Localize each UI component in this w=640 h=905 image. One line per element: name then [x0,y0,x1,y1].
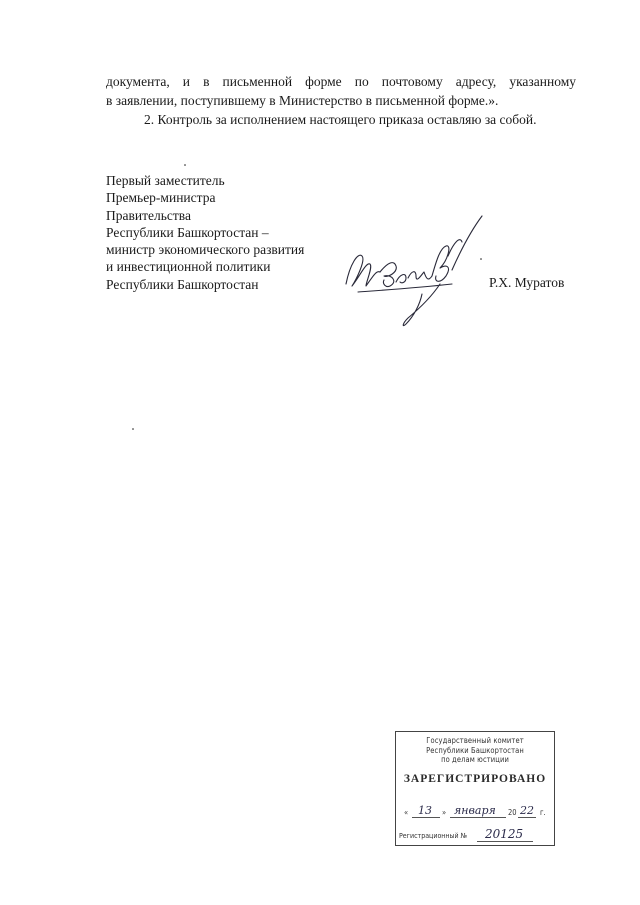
text-line: документа, и в письменной форме по почтовому адресу, указанному [106,74,576,89]
stamp-reg-number: 20125 [485,827,524,841]
stamp-org-line: Государственный комитет [426,736,524,745]
stamp-year-prefix: 20 [508,808,517,817]
stamp-year-unit: г. [540,808,546,817]
stamp-quote-close: » [442,808,447,817]
stamp-date-line [404,806,554,820]
stamp-year-suffix: 22 [520,804,534,817]
stamp-org-line: по делам юстиции [441,755,509,764]
title-line: министр экономического развития [106,242,305,258]
title-line: и инвестиционной политики [106,259,271,275]
signatory-title [106,172,304,293]
stamp-reg-number-line [399,827,554,844]
title-line: Премьер-министра [106,190,216,206]
scan-speck [480,258,482,260]
title-line: Первый заместитель [106,173,225,188]
title-line: Республики Башкортостан [106,276,259,292]
stamp-org-line: Республики Башкортостан [426,745,524,755]
stamp-day: 13 [418,804,432,817]
month-underline [450,817,506,818]
stamp-registered-label: ЗАРЕГИСТРИРОВАНО [403,772,547,785]
signatory-name: Р.Х. Муратов [489,275,565,290]
paragraph-continuation [106,72,576,110]
reg-underline [477,841,533,842]
stamp-quote-open: « [404,808,409,817]
year-underline [518,817,536,818]
stamp-month: января [454,804,496,817]
scan-speck [132,428,134,430]
registration-stamp [395,731,555,846]
stamp-organization [396,736,554,765]
stamp-reg-label: Регистрационный № [399,832,468,840]
scan-speck [184,164,186,166]
title-line: Республики Башкортостан – [106,224,269,240]
title-line: Правительства [106,207,191,223]
date-underline [412,817,440,818]
text-line: 2. Контроль за исполнением настоящего приказа оставляю за собой. [144,112,537,127]
text-line: в заявлении, поступившему в Министерство в письменной форме.». [106,93,499,108]
paragraph-2 [106,110,576,129]
handwritten-signature [336,212,496,332]
